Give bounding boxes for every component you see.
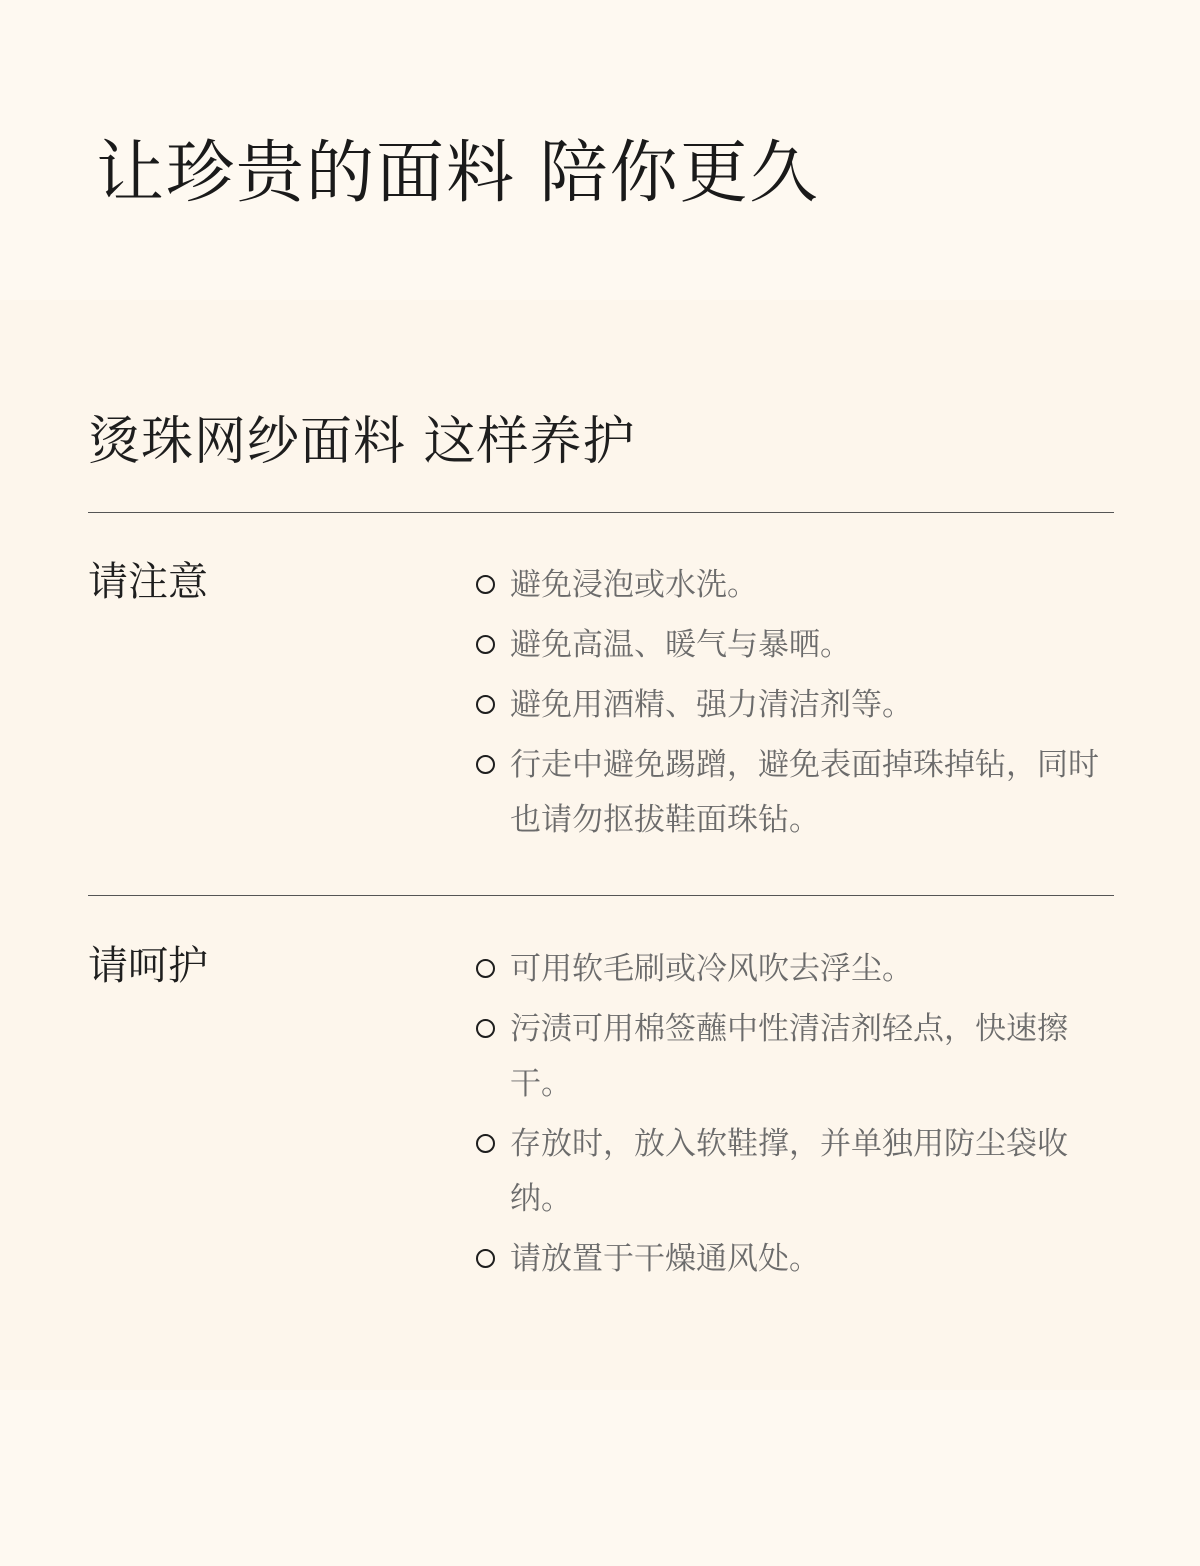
circle-bullet-icon	[476, 755, 495, 774]
care-panel	[0, 300, 1200, 1390]
care-list	[474, 942, 1114, 1292]
header-band	[0, 0, 1200, 300]
list-item: 避免浸泡或水洗。	[474, 558, 1114, 613]
circle-bullet-icon	[476, 1134, 495, 1153]
attention-list	[474, 558, 1114, 853]
circle-bullet-icon	[476, 959, 495, 978]
list-item: 存放时，放入软鞋撑，并单独用防尘袋收纳。	[474, 1117, 1114, 1227]
list-item: 避免高温、暖气与暴晒。	[474, 618, 1114, 673]
list-item: 行走中避免踢蹭，避免表面掉珠掉钻，同时也请勿抠拔鞋面珠钻。	[474, 738, 1114, 848]
circle-bullet-icon	[476, 575, 495, 594]
list-item: 请放置于干燥通风处。	[474, 1232, 1114, 1287]
circle-bullet-icon	[476, 1019, 495, 1038]
divider	[88, 512, 1114, 513]
section-label-care: 请呵护	[88, 943, 208, 989]
circle-bullet-icon	[476, 1249, 495, 1268]
circle-bullet-icon	[476, 635, 495, 654]
circle-bullet-icon	[476, 695, 495, 714]
divider	[88, 895, 1114, 896]
list-item: 污渍可用棉签蘸中性清洁剂轻点，快速擦干。	[474, 1002, 1114, 1112]
care-title: 烫珠网纱面料 这样养护	[88, 412, 636, 472]
list-item: 可用软毛刷或冷风吹去浮尘。	[474, 942, 1114, 997]
page-title: 让珍贵的面料 陪你更久	[96, 134, 820, 213]
section-label-attention: 请注意	[88, 559, 208, 605]
list-item: 避免用酒精、强力清洁剂等。	[474, 678, 1114, 733]
